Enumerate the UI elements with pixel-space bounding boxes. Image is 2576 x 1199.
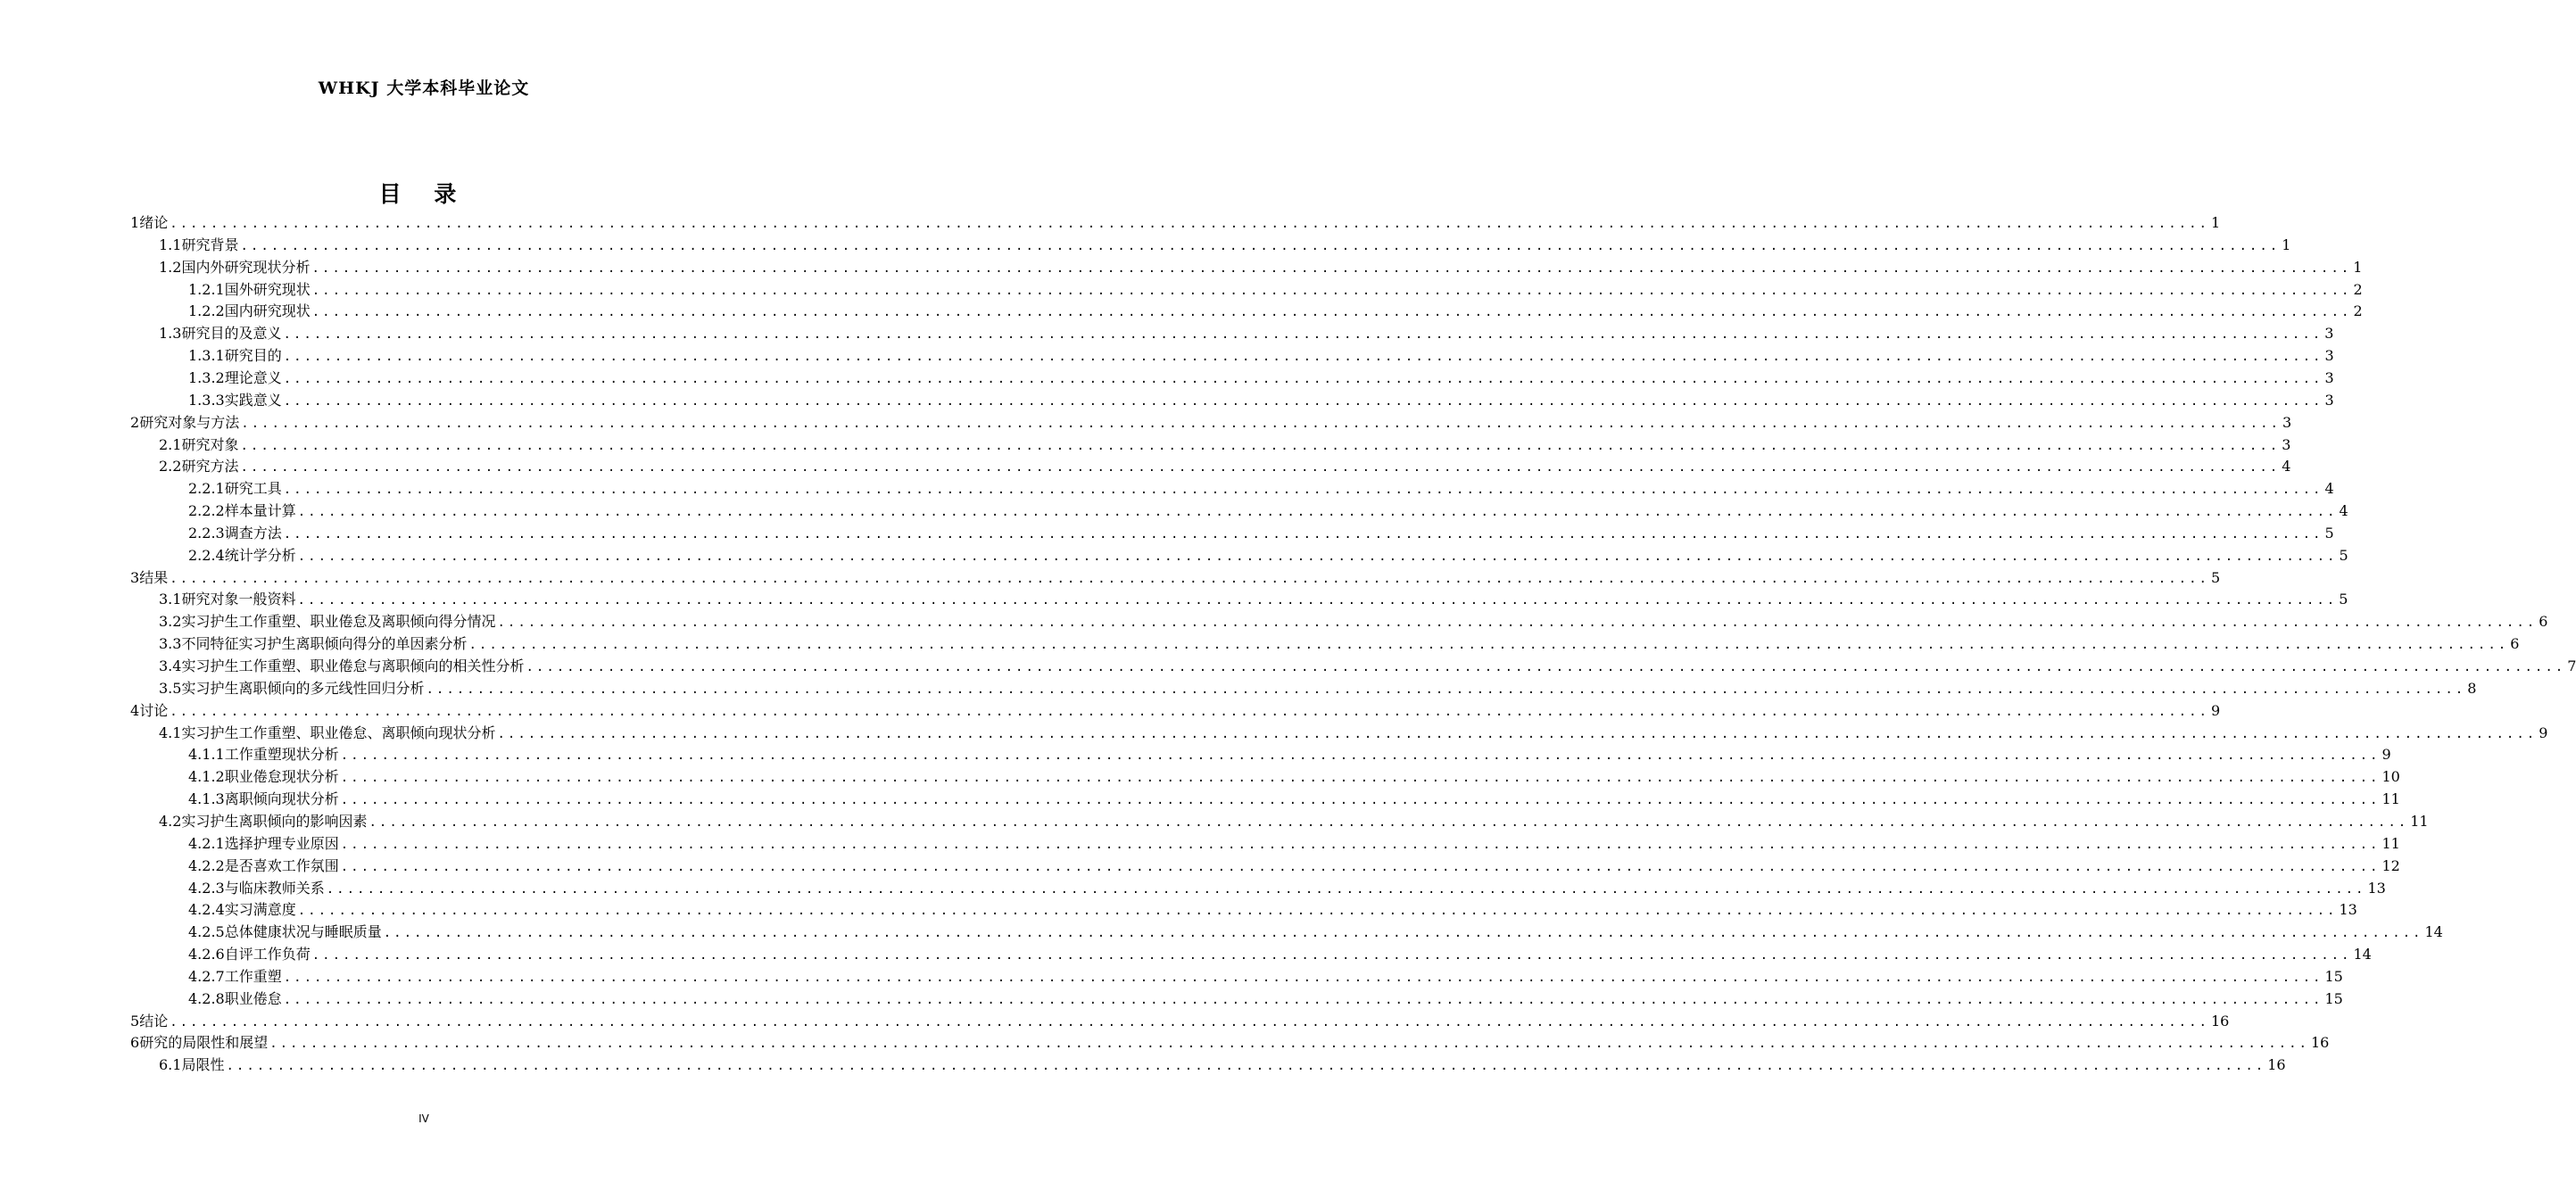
- toc-entry[interactable]: [159, 811, 2429, 832]
- toc-entry-title: 是否喜欢工作氛围: [224, 856, 339, 874]
- toc-entry[interactable]: [188, 944, 2372, 965]
- dot-leader: ........................................................................................................................................................................................................: [283, 350, 2323, 365]
- toc-entry-title: 国内研究现状: [224, 302, 311, 320]
- toc-entry[interactable]: [159, 456, 2291, 477]
- toc-entry-page: 14: [2424, 923, 2443, 941]
- toc-entry-title: 研究目的: [224, 347, 282, 365]
- toc-entry-title: 职业倦怠: [224, 989, 282, 1007]
- dot-leader: ........................................................................................................................................................................................................: [311, 305, 2352, 320]
- toc-entry-number: 5: [130, 1012, 140, 1029]
- toc-entry[interactable]: [188, 523, 2334, 544]
- toc-entry[interactable]: [188, 833, 2400, 855]
- toc-entry-title: 研究背景: [181, 236, 239, 253]
- toc-entry-page: 11: [2381, 790, 2400, 808]
- toc-entry[interactable]: [188, 966, 2343, 988]
- toc-entry-title: 实习护生工作重塑、职业倦怠与离职倾向的相关性分析: [181, 657, 525, 674]
- toc-entry-page: 16: [2267, 1056, 2286, 1074]
- toc-entry[interactable]: [159, 434, 2291, 456]
- toc-entry-number: 4.2.7: [188, 967, 225, 985]
- toc-entry-number: 6: [130, 1034, 140, 1052]
- toc-entry-number: 3.1: [159, 591, 182, 608]
- toc-entry-page: 5: [2324, 524, 2334, 542]
- dot-leader: ........................................................................................................................................................................................................: [297, 593, 2338, 608]
- toc-entry-number: 2.2.1: [188, 480, 225, 498]
- dot-leader: ........................................................................................................................................................................................................: [283, 371, 2323, 386]
- toc-entry-page: 16: [2210, 1012, 2230, 1029]
- toc-entry-page: 9: [2539, 724, 2548, 741]
- toc-entry[interactable]: [188, 899, 2357, 921]
- toc-entry-title: 研究的局限性和展望: [139, 1034, 269, 1052]
- toc-entry-number: 2.2: [159, 458, 182, 475]
- toc-entry[interactable]: [188, 301, 2363, 322]
- toc-entry-number: 1.3.1: [188, 347, 225, 365]
- toc-entry-page: 3: [2324, 391, 2334, 409]
- toc-entry-title: 研究对象: [181, 435, 239, 453]
- toc-entry-page: 15: [2324, 967, 2343, 985]
- toc-entry-page: 14: [2353, 946, 2372, 963]
- toc-entry-title: 研究对象与方法: [139, 413, 240, 431]
- toc-entry[interactable]: [188, 345, 2334, 367]
- dot-leader: ........................................................................................................................................................................................................: [340, 748, 2381, 764]
- toc-entry-title: 国内外研究现状分析: [181, 258, 311, 276]
- toc-entry-title: 国外研究现状: [224, 280, 311, 298]
- toc-entry-title: 研究方法: [181, 458, 239, 475]
- dot-leader: ........................................................................................................................................................................................................: [340, 859, 2381, 874]
- toc-entry-page: 9: [2381, 746, 2391, 764]
- toc-entry-number: 1.1: [159, 236, 182, 253]
- toc-entry-page: 7: [2567, 657, 2576, 674]
- dot-leader: ........................................................................................................................................................................................................: [283, 327, 2323, 343]
- dot-leader: ........................................................................................................................................................................................................: [283, 992, 2323, 1007]
- toc-entry-number: 3.5: [159, 679, 182, 697]
- toc-entry-number: 1.3.2: [188, 368, 225, 386]
- toc-entry[interactable]: [188, 390, 2334, 411]
- running-header: WHKJ 大学本科毕业论文: [318, 79, 530, 98]
- toc-entry-title: 总体健康状况与睡眠质量: [224, 923, 382, 941]
- dot-leader: ........................................................................................................................................................................................................: [283, 483, 2323, 498]
- dot-leader: ........................................................................................................................................................................................................: [340, 771, 2381, 786]
- dot-leader: ........................................................................................................................................................................................................: [240, 438, 2281, 453]
- toc-entry-title: 调查方法: [224, 524, 282, 542]
- toc-entry-page: 1: [2353, 258, 2363, 276]
- toc-entry-title: 局限性: [181, 1056, 225, 1074]
- toc-entry-title: 理论意义: [224, 368, 282, 386]
- dot-leader: ........................................................................................................................................................................................................: [170, 704, 2209, 719]
- toc-entry-number: 4.1.3: [188, 790, 225, 808]
- toc-entry-number: 4.2.1: [188, 834, 225, 852]
- toc-entry-number: 1.3.3: [188, 391, 225, 409]
- toc-entry-number: 4.2: [159, 812, 182, 830]
- toc-entry[interactable]: [159, 323, 2334, 344]
- toc-entry-page: 13: [2339, 901, 2357, 919]
- toc-entry-page: 3: [2324, 368, 2334, 386]
- toc-entry-title: 不同特征实习护生离职倾向得分的单因素分析: [181, 635, 468, 653]
- toc-entry[interactable]: [159, 611, 2548, 633]
- toc-entry-title: 结果: [139, 568, 169, 586]
- toc-entry-number: 4.1: [159, 724, 182, 741]
- toc-entry-title: 工作重塑现状分析: [224, 746, 339, 764]
- toc-entry-number: 4.2.4: [188, 901, 225, 919]
- toc-entry-number: 4.2.3: [188, 879, 225, 897]
- toc-entry[interactable]: [159, 589, 2348, 610]
- toc-entry-page: 3: [2324, 347, 2334, 365]
- toc-entry[interactable]: [188, 878, 2386, 899]
- toc-entry-title: 样本量计算: [224, 502, 296, 520]
- toc-entry-number: 2.2.3: [188, 524, 225, 542]
- dot-leader: ........................................................................................................................................................................................................: [311, 948, 2352, 963]
- dot-leader: ........................................................................................................................................................................................................: [269, 1037, 2309, 1052]
- toc-entry-title: 实习满意度: [224, 901, 296, 919]
- toc-entry-page: 16: [2310, 1034, 2330, 1052]
- dot-leader: ........................................................................................................................................................................................................: [283, 970, 2323, 985]
- toc-entry-number: 3.3: [159, 635, 182, 653]
- dot-leader: ........................................................................................................................................................................................................: [170, 1014, 2209, 1029]
- toc-entry-page: 2: [2353, 280, 2363, 298]
- dot-leader: ........................................................................................................................................................................................................: [426, 682, 2466, 697]
- toc-entry[interactable]: [188, 545, 2348, 566]
- toc-entry[interactable]: [159, 1054, 2286, 1076]
- dot-leader: ........................................................................................................................................................................................................: [170, 571, 2209, 586]
- dot-leader: ........................................................................................................................................................................................................: [497, 726, 2538, 741]
- toc-entry-page: 11: [2410, 812, 2429, 830]
- toc-entry-number: 2.1: [159, 435, 182, 453]
- toc-entry-number: 1.2.1: [188, 280, 225, 298]
- toc-entry-page: 6: [2510, 635, 2520, 653]
- toc-entry[interactable]: [188, 789, 2400, 810]
- toc-entry-number: 3.4: [159, 657, 182, 674]
- toc-entry[interactable]: [188, 744, 2391, 765]
- dot-leader: ........................................................................................................................................................................................................: [326, 881, 2366, 897]
- toc-entry-page: 5: [2339, 546, 2348, 564]
- dot-leader: ........................................................................................................................................................................................................: [340, 837, 2381, 852]
- toc-entry-number: 4: [130, 701, 140, 719]
- dot-leader: ........................................................................................................................................................................................................: [297, 549, 2338, 564]
- toc-entry[interactable]: [159, 678, 2477, 699]
- toc-entry-title: 自评工作负荷: [224, 946, 311, 963]
- dot-leader: ........................................................................................................................................................................................................: [240, 460, 2281, 475]
- dot-leader: ........................................................................................................................................................................................................: [383, 926, 2423, 941]
- toc-entry[interactable]: [188, 279, 2363, 301]
- toc-entry-title: 与临床教师关系: [224, 879, 325, 897]
- toc-entry[interactable]: [188, 766, 2400, 788]
- toc-entry-title: 实践意义: [224, 391, 282, 409]
- dot-leader: ........................................................................................................................................................................................................: [170, 217, 2209, 231]
- toc-entry-number: 6.1: [159, 1056, 182, 1074]
- toc-entry-title: 统计学分析: [224, 546, 296, 564]
- dot-leader: ........................................................................................................................................................................................................: [311, 260, 2352, 276]
- toc-entry-title: 研究对象一般资料: [181, 591, 296, 608]
- dot-leader: ........................................................................................................................................................................................................: [226, 1059, 2266, 1074]
- toc-entry-number: 1.3: [159, 325, 182, 343]
- toc-entry-number: 1.2.2: [188, 302, 225, 320]
- dot-leader: ........................................................................................................................................................................................................: [240, 238, 2281, 253]
- toc-entry-number: 3: [130, 568, 140, 586]
- dot-leader: ........................................................................................................................................................................................................: [241, 416, 2281, 431]
- toc-entry-title: 选择护理专业原因: [224, 834, 339, 852]
- toc-entry[interactable]: [130, 412, 2292, 434]
- toc-entry-page: 1: [2210, 214, 2221, 231]
- toc-entry[interactable]: [188, 922, 2443, 943]
- toc-entry-title: 实习护生工作重塑、职业倦怠及离职倾向得分情况: [181, 613, 496, 631]
- dot-leader: ........................................................................................................................................................................................................: [283, 526, 2323, 542]
- toc-entry-number: 2.2.2: [188, 502, 225, 520]
- dot-leader: ........................................................................................................................................................................................................: [297, 505, 2338, 520]
- toc-entry-page: 4: [2324, 480, 2334, 498]
- dot-leader: ........................................................................................................................................................................................................: [526, 660, 2566, 674]
- toc-entry-page: 9: [2210, 701, 2221, 719]
- toc-entry-page: 10: [2381, 768, 2400, 786]
- toc-entry[interactable]: [159, 235, 2291, 256]
- toc-entry-page: 4: [2282, 458, 2291, 475]
- toc-entry[interactable]: [130, 212, 2221, 234]
- toc-entry[interactable]: [159, 257, 2363, 278]
- toc-entry[interactable]: [130, 1011, 2230, 1032]
- toc-entry-page: 3: [2282, 435, 2291, 453]
- toc-entry[interactable]: [130, 567, 2221, 589]
- dot-leader: ........................................................................................................................................................................................................: [497, 616, 2538, 631]
- toc-entry-title: 离职倾向现状分析: [224, 790, 339, 808]
- toc-entry-page: 4: [2339, 502, 2348, 520]
- toc-entry[interactable]: [188, 368, 2334, 389]
- toc-entry[interactable]: [159, 723, 2548, 744]
- toc-entry[interactable]: [188, 500, 2348, 522]
- toc-entry-title: 实习护生工作重塑、职业倦怠、离职倾向现状分析: [181, 724, 496, 741]
- toc-entry-number: 2.2.4: [188, 546, 225, 564]
- dot-leader: ........................................................................................................................................................................................................: [468, 638, 2509, 653]
- toc-entry-title: 研究工具: [224, 480, 282, 498]
- toc-entry-page: 3: [2324, 325, 2334, 343]
- toc-entry-number: 3.2: [159, 613, 182, 631]
- toc-entry[interactable]: [159, 656, 2576, 677]
- toc-entry-title: 绪论: [139, 214, 169, 231]
- toc-title: 目 录: [378, 181, 469, 207]
- toc-entry-title: 实习护生离职倾向的影响因素: [181, 812, 368, 830]
- toc-entry-number: 4.2.2: [188, 856, 225, 874]
- toc-entry-page: 12: [2381, 856, 2400, 874]
- toc-entry-title: 研究目的及意义: [181, 325, 282, 343]
- toc-entry-number: 1: [130, 214, 140, 231]
- toc-entry-number: 4.1.1: [188, 746, 225, 764]
- toc-entry[interactable]: [130, 700, 2221, 722]
- dot-leader: ........................................................................................................................................................................................................: [283, 393, 2323, 409]
- dot-leader: ........................................................................................................................................................................................................: [297, 904, 2338, 919]
- toc-entry-title: 职业倦怠现状分析: [224, 768, 339, 786]
- toc-entry[interactable]: [159, 633, 2520, 655]
- toc-entry-page: 5: [2339, 591, 2348, 608]
- toc-entry-number: 4.1.2: [188, 768, 225, 786]
- dot-leader: ........................................................................................................................................................................................................: [311, 283, 2352, 298]
- toc-entry-page: 2: [2353, 302, 2363, 320]
- toc-entry-page: 11: [2381, 834, 2400, 852]
- toc-entry-title: 结论: [139, 1012, 169, 1029]
- toc-entry-title: 工作重塑: [224, 967, 282, 985]
- page-number: IV: [418, 1112, 429, 1125]
- dot-leader: ........................................................................................................................................................................................................: [340, 793, 2381, 808]
- toc-entry-page: 1: [2282, 236, 2291, 253]
- toc-entry[interactable]: [130, 1032, 2330, 1054]
- toc-entry-page: 6: [2539, 613, 2548, 631]
- toc-entry-page: 5: [2210, 568, 2221, 586]
- dot-leader: ........................................................................................................................................................................................................: [369, 814, 2409, 830]
- toc-entry-number: 2: [130, 413, 140, 431]
- toc-entry-title: 实习护生离职倾向的多元线性回归分析: [181, 679, 425, 697]
- toc-entry-page: 13: [2367, 879, 2386, 897]
- toc-entry-page: 3: [2282, 413, 2292, 431]
- toc-entry-page: 15: [2324, 989, 2343, 1007]
- toc-entry-number: 4.2.5: [188, 923, 225, 941]
- toc-entry-title: 讨论: [139, 701, 169, 719]
- toc-entry[interactable]: [188, 988, 2343, 1010]
- toc-entry[interactable]: [188, 856, 2400, 877]
- toc-entry[interactable]: [188, 478, 2334, 500]
- toc-entry-number: 4.2.6: [188, 946, 225, 963]
- toc-entry-number: 4.2.8: [188, 989, 225, 1007]
- toc-entry-number: 1.2: [159, 258, 182, 276]
- toc-entry-page: 8: [2467, 679, 2477, 697]
